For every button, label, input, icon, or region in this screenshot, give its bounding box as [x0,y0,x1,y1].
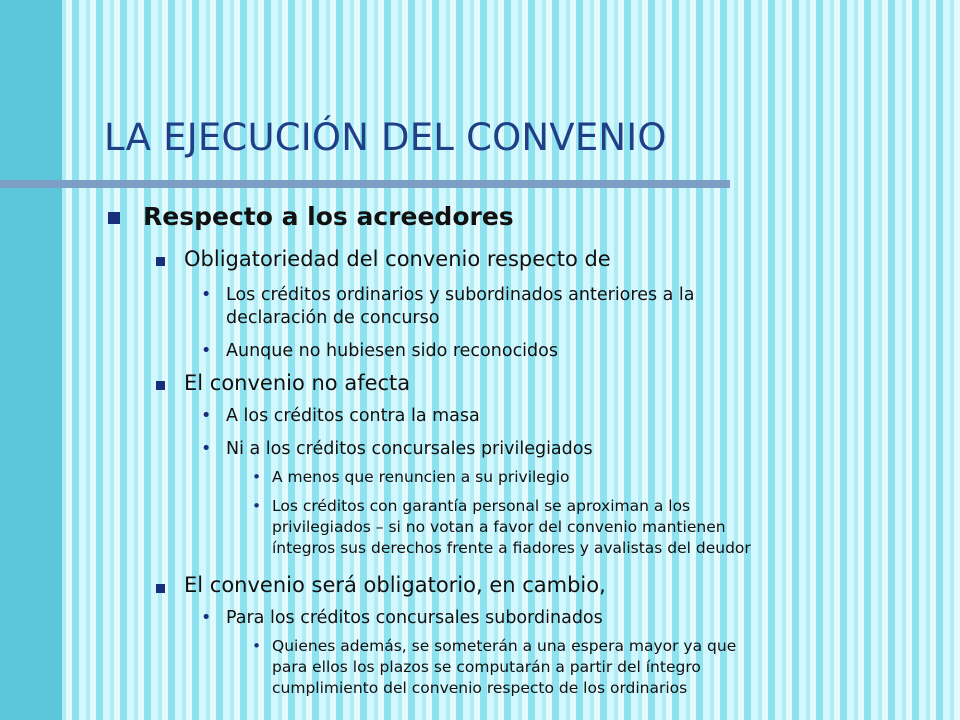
dot-bullet-icon: • [201,608,212,628]
item-creditos-ordinarios-line2: declaración de concurso [226,308,440,328]
item-renuncien: A menos que renuncien a su privilegio [272,468,570,486]
square-bullet-icon [156,584,165,593]
heading-acreedores: Respecto a los acreedores [143,202,514,231]
dot-bullet-icon: • [201,406,212,426]
dot-bullet-icon: • [201,439,212,459]
slide-title: LA EJECUCIÓN DEL CONVENIO [104,116,667,159]
item-creditos-ordinarios-line1: Los créditos ordinarios y subordinados anteriores a la [226,285,695,305]
item-contra-masa: A los créditos contra la masa [226,406,480,426]
item-aunque-no: Aunque no hubiesen sido reconocidos [226,341,558,361]
item-obligatorio-cambio: El convenio será obligatorio, en cambio, [184,573,606,597]
item-espera-line1: Quienes además, se someterán a una espera mayor ya que [272,637,737,655]
dot-bullet-icon: • [252,637,262,655]
item-espera-line3: cumplimiento del convenio respecto de los ordinarios [272,679,688,697]
item-subordinados: Para los créditos concursales subordinados [226,608,603,628]
item-obligatoriedad: Obligatoriedad del convenio respecto de [184,247,611,271]
square-bullet-icon [108,212,120,224]
item-garantia-line2: privilegiados – si no votan a favor del convenio mantienen [272,518,726,536]
item-espera-line2: para ellos los plazos se computarán a partir del íntegro [272,658,701,676]
dot-bullet-icon: • [252,497,262,515]
dot-bullet-icon: • [201,285,212,305]
item-garantia-line3: íntegros sus derechos frente a fiadores y avalistas del deudor [272,539,751,557]
dot-bullet-icon: • [201,341,212,361]
item-privilegiados: Ni a los créditos concursales privilegiados [226,439,593,459]
square-bullet-icon [156,381,165,390]
dot-bullet-icon: • [252,468,262,486]
item-no-afecta: El convenio no afecta [184,371,411,395]
square-bullet-icon [156,257,165,266]
item-garantia-line1: Los créditos con garantía personal se aproximan a los [272,497,691,515]
